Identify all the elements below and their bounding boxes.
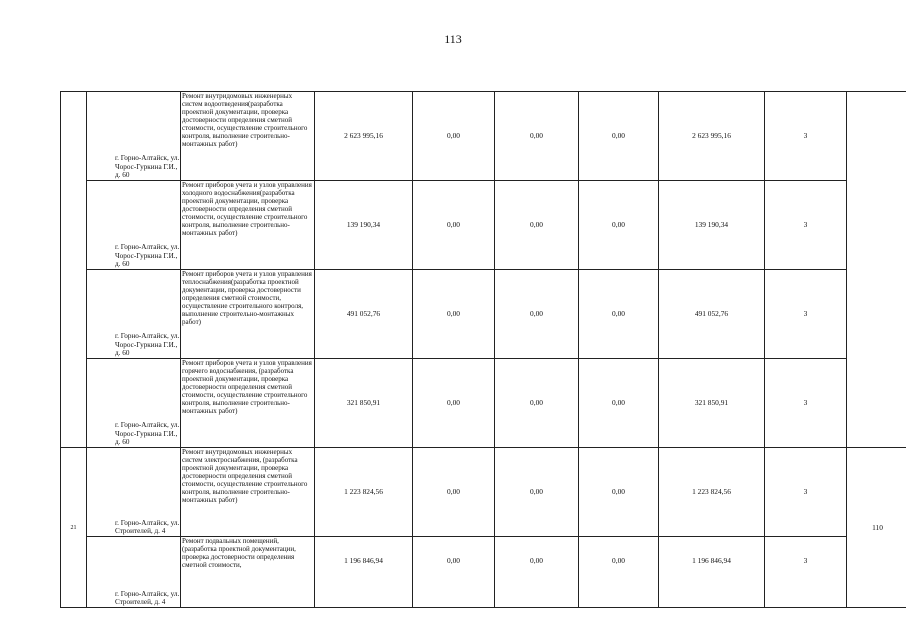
value-cell: 0,00 [579, 181, 659, 270]
repair-schedule-table [60, 91, 906, 608]
extra-cell [847, 92, 906, 448]
value-cell: 0,00 [495, 270, 579, 359]
table-row [61, 537, 906, 608]
value-cell: 0,00 [579, 537, 659, 608]
value-cell: 0,00 [579, 92, 659, 181]
total-cost-cell: 1 223 824,56 [315, 448, 413, 537]
value-cell: 0,00 [495, 181, 579, 270]
address-cell: г. Горно-Алтайск, ул. Строителей, д. 4 [87, 448, 181, 537]
value-cell: 0,00 [579, 270, 659, 359]
value-cell: 0,00 [579, 448, 659, 537]
table-row [61, 92, 906, 181]
work-description-cell: Ремонт подвальных помещений, (разработка проектной документации, проверка достоверности определения сметной стоимости, [181, 537, 315, 608]
total-cost-cell: 491 052,76 [315, 270, 413, 359]
total-cost-cell: 321 850,91 [315, 359, 413, 448]
total-cost-cell: 2 623 995,16 [315, 92, 413, 181]
fund-cost-cell: 139 190,34 [659, 181, 765, 270]
table-row [61, 448, 906, 537]
value-cell: 0,00 [413, 537, 495, 608]
value-cell: 0,00 [413, 181, 495, 270]
row-number-cell: 21 [61, 448, 87, 608]
code-cell: 3 [765, 270, 847, 359]
table-row [61, 270, 906, 359]
work-description-cell: Ремонт приборов учета и узлов управления горячего водоснабжения, (разработка проектной документации, проверка достоверности определения сметной стоимости, осуществление строительного контроля, выполнение строительно-монтажных работ) [181, 359, 315, 448]
value-cell: 0,00 [495, 92, 579, 181]
work-description-cell: Ремонт приборов учета и узлов управления холодного водоснабжения(разработка проектной документации, проверка достоверности определения сметной стоимости, осуществление строительного контроля, выполнение строительно-монтажных работ) [181, 181, 315, 270]
fund-cost-cell: 1 223 824,56 [659, 448, 765, 537]
value-cell: 0,00 [579, 359, 659, 448]
value-cell: 0,00 [495, 537, 579, 608]
value-cell: 0,00 [495, 359, 579, 448]
value-cell: 0,00 [495, 448, 579, 537]
address-cell: г. Горно-Алтайск, ул. Чорос-Гуркина Г.И., д. 60 [87, 92, 181, 181]
total-cost-cell: 139 190,34 [315, 181, 413, 270]
address-cell: г. Горно-Алтайск, ул. Чорос-Гуркина Г.И., д. 60 [87, 359, 181, 448]
fund-cost-cell: 1 196 846,94 [659, 537, 765, 608]
address-cell: г. Горно-Алтайск, ул. Чорос-Гуркина Г.И., д. 60 [87, 181, 181, 270]
value-cell: 0,00 [413, 359, 495, 448]
code-cell: 3 [765, 359, 847, 448]
page-number: 113 [444, 32, 462, 46]
value-cell: 0,00 [413, 270, 495, 359]
work-description-cell: Ремонт внутридомовых инженерных систем водоотведения(разработка проектной документации, проверка достоверности определения сметной стоимости, осуществление строительного контроля, выполнение строительно-монтажных работ) [181, 92, 315, 181]
code-cell: 3 [765, 537, 847, 608]
work-description-cell: Ремонт приборов учета и узлов управления теплоснабжения(разработка проектной документации, проверка достоверности определения сметной стоимости, осуществление строительного контроля, выполнение строительно-монтажных работ) [181, 270, 315, 359]
value-cell: 0,00 [413, 448, 495, 537]
fund-cost-cell: 321 850,91 [659, 359, 765, 448]
work-description-cell: Ремонт внутридомовых инженерных систем электроснабжения, (разработка проектной документации, проверка достоверности определения сметной стоимости, осуществление строительного контроля, выполнение строительно-монтажных работ) [181, 448, 315, 537]
table-row [61, 181, 906, 270]
fund-cost-cell: 491 052,76 [659, 270, 765, 359]
address-cell: г. Горно-Алтайск, ул. Строителей, д. 4 [87, 537, 181, 608]
code-cell: 3 [765, 92, 847, 181]
fund-cost-cell: 2 623 995,16 [659, 92, 765, 181]
code-cell: 3 [765, 448, 847, 537]
table-row [61, 359, 906, 448]
total-cost-cell: 1 196 846,94 [315, 537, 413, 608]
extra-value-cell: 110 [847, 448, 906, 608]
value-cell: 0,00 [413, 92, 495, 181]
row-number-cell [61, 92, 87, 448]
address-cell: г. Горно-Алтайск, ул. Чорос-Гуркина Г.И., д. 60 [87, 270, 181, 359]
code-cell: 3 [765, 181, 847, 270]
